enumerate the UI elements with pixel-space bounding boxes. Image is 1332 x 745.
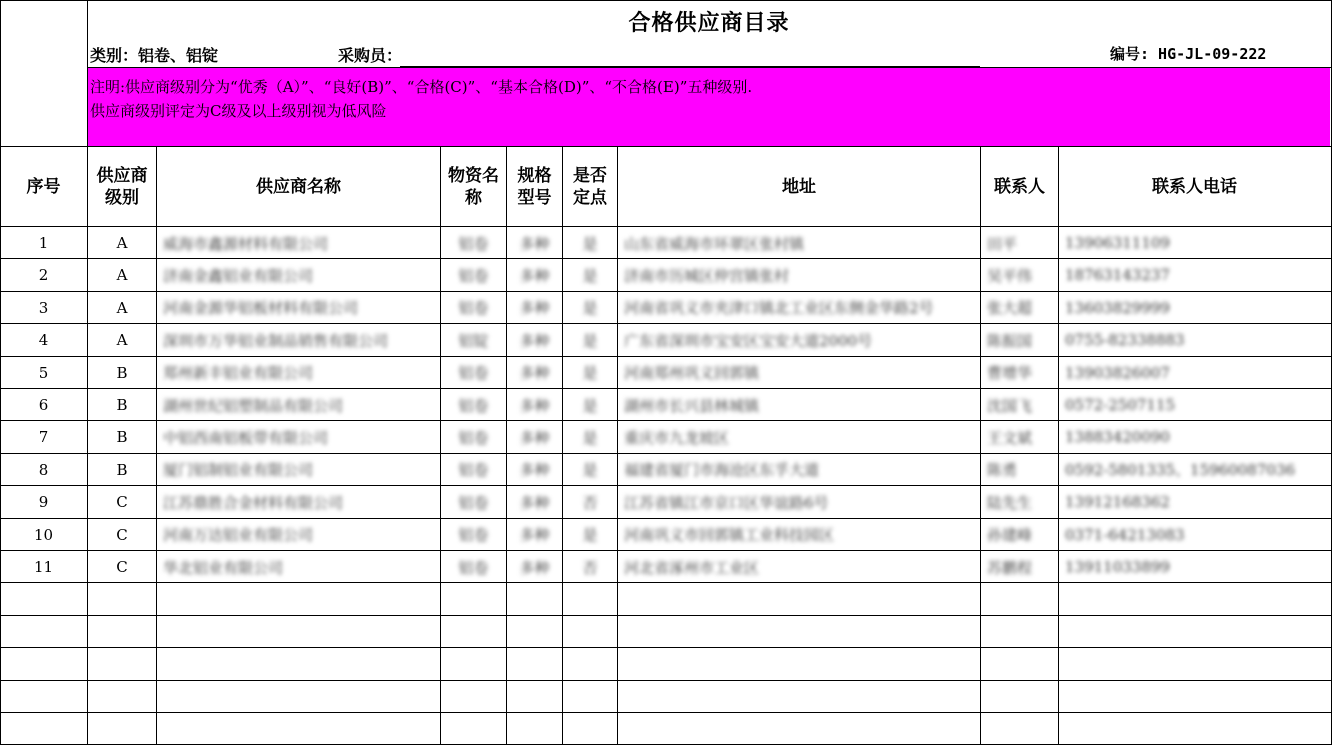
category-label: 类别：铝卷、铝锭 [90, 46, 219, 65]
cell-material: 铝卷 [458, 493, 489, 512]
cell-name: 厦门铝制铝业有限公司 [163, 461, 314, 480]
grid-hline [0, 146, 1332, 147]
cell-material: 铝卷 [458, 396, 489, 415]
cell-material: 铝卷 [458, 299, 489, 318]
cell-name: 湖州世纪铝塑制品有限公司 [163, 396, 344, 415]
cell-material: 铝卷 [458, 526, 489, 545]
cell-seq: 3 [38, 298, 49, 317]
cell-fixed: 是 [582, 331, 598, 350]
cell-seq: 10 [33, 525, 54, 544]
cell-material: 铝卷 [458, 461, 489, 480]
cell-address: 广东省深圳市宝安区宝安大道2000号 [624, 331, 873, 350]
grid-hline [0, 485, 1332, 486]
cell-address: 河南巩义市回郭镇工业科技园区 [624, 526, 835, 545]
cell-spec: 多种 [519, 266, 550, 285]
cell-level: C [116, 525, 128, 544]
grid-vline [156, 146, 157, 745]
cell-spec: 多种 [519, 461, 550, 480]
cell-phone: 18763143237 [1065, 266, 1170, 285]
cell-level: A [116, 266, 128, 285]
cell-phone: 13912168362 [1065, 493, 1170, 512]
cell-fixed: 是 [582, 266, 598, 285]
grade-note-panel [88, 68, 1330, 146]
grid-hline [0, 356, 1332, 357]
grid-hline [0, 323, 1332, 324]
cell-level: B [116, 396, 128, 414]
cell-address: 河南郑州巩义回郭镇 [624, 364, 760, 383]
cell-level: A [116, 234, 128, 252]
cell-fixed: 是 [582, 396, 598, 415]
grid-hline [0, 388, 1332, 389]
cell-fixed: 否 [582, 558, 598, 577]
header-name: 供应商名称 [256, 176, 341, 197]
cell-name: 江苏鼎胜合金材料有限公司 [163, 493, 344, 512]
cell-address: 重庆市九龙坡区 [624, 428, 730, 447]
cell-address: 湖州市长兴县林城镇 [624, 396, 760, 415]
cell-level: A [116, 331, 128, 350]
cell-name: 中铝西南铝板带有限公司 [163, 428, 329, 447]
header-phone: 联系人电话 [1152, 176, 1237, 197]
header-spec: 规格型号 [517, 165, 552, 208]
cell-fixed: 是 [582, 234, 598, 253]
cell-fixed: 是 [582, 299, 598, 318]
cell-phone: 0572-2507115 [1065, 396, 1176, 414]
header-address: 地址 [782, 176, 816, 197]
cell-address: 河北省涿州市工业区 [624, 558, 760, 577]
cell-name: 河南金源华铝板材料有限公司 [163, 299, 359, 318]
cell-spec: 多种 [519, 364, 550, 383]
cell-level: B [116, 460, 128, 479]
cell-fixed: 否 [582, 493, 598, 512]
header-contact: 联系人 [994, 176, 1045, 197]
cell-contact: 陈振国 [987, 331, 1033, 350]
cell-phone: 0371-64213083 [1065, 525, 1185, 544]
cell-contact: 陈勇 [987, 461, 1018, 480]
grid-hline [0, 712, 1332, 713]
buyer-label: 采购员： [338, 46, 403, 65]
cell-address: 济南市历城区仲宫镇张村 [624, 266, 790, 285]
cell-material: 铝卷 [458, 266, 489, 285]
grid-vline [1058, 146, 1059, 745]
cell-seq: 5 [38, 363, 49, 382]
cell-spec: 多种 [519, 234, 550, 253]
grid-hline [0, 680, 1332, 681]
grid-vline [440, 146, 441, 745]
grid-vline [617, 146, 618, 745]
cell-seq: 2 [38, 266, 49, 285]
cell-fixed: 是 [582, 526, 598, 545]
grid-vline [87, 0, 88, 745]
cell-spec: 多种 [519, 428, 550, 447]
cell-seq: 7 [38, 428, 49, 447]
cell-seq: 1 [38, 234, 49, 252]
cell-contact: 沈国飞 [987, 396, 1033, 415]
cell-seq: 11 [33, 558, 54, 576]
cell-phone: 13883420090 [1065, 428, 1170, 447]
cell-contact: 陆先生 [987, 493, 1033, 512]
cell-address: 河南省巩义市夹津口镇北工业区东侧金华路2号 [624, 299, 934, 318]
cell-spec: 多种 [519, 331, 550, 350]
cell-seq: 6 [38, 396, 49, 414]
grid-hline [0, 453, 1332, 454]
grid-hline [0, 582, 1332, 583]
grid-hline [0, 550, 1332, 551]
cell-address: 山东省威海市环翠区张村镇 [624, 234, 805, 253]
cell-fixed: 是 [582, 461, 598, 480]
cell-seq: 8 [38, 460, 49, 479]
grid-hline [0, 291, 1332, 292]
grade-note-line-2: 供应商级别评定为C级及以上级别视为低风险 [90, 102, 387, 120]
cell-spec: 多种 [519, 299, 550, 318]
grid-vline [562, 146, 563, 745]
cell-material: 铝卷 [458, 234, 489, 253]
cell-phone: 13906311109 [1065, 234, 1170, 252]
grid-hline [0, 647, 1332, 648]
grid-vline [0, 0, 1, 745]
cell-contact: 吴平伟 [987, 266, 1033, 285]
grid-hline [400, 66, 980, 67]
document-code: 编号: HG-JL-09-222 [1110, 45, 1267, 63]
cell-seq: 4 [38, 331, 49, 350]
cell-material: 铝卷 [458, 364, 489, 383]
grid-vline [980, 146, 981, 745]
header-material: 物资名称 [448, 165, 499, 208]
cell-spec: 多种 [519, 526, 550, 545]
grid-hline [0, 258, 1332, 259]
cell-fixed: 是 [582, 428, 598, 447]
cell-name: 郑州新丰铝业有限公司 [163, 364, 314, 383]
cell-address: 江苏省镇江市京口区华谊路6号 [624, 493, 829, 512]
cell-spec: 多种 [519, 558, 550, 577]
grid-hline [0, 518, 1332, 519]
grid-hline [0, 0, 1332, 1]
cell-phone: 0755-82338883 [1065, 331, 1185, 350]
grade-note-line-1: 注明:供应商级别分为“优秀（A）”、“良好(B)”、“合格(C)”、“基本合格(D)”、“不合格(E)”五种级别. [90, 78, 753, 96]
cell-name: 深圳市万华铝业制品销售有限公司 [163, 331, 389, 350]
cell-spec: 多种 [519, 396, 550, 415]
cell-material: 铝卷 [458, 558, 489, 577]
document-title: 合格供应商目录 [628, 11, 790, 36]
cell-phone: 13603829999 [1065, 298, 1170, 317]
header-fixed: 是否定点 [573, 165, 607, 208]
cell-name: 华北铝业有限公司 [163, 558, 284, 577]
grid-hline [0, 615, 1332, 616]
cell-phone: 13903826007 [1065, 363, 1170, 382]
cell-contact: 张大超 [987, 299, 1033, 318]
cell-level: C [116, 558, 128, 576]
grid-hline [88, 67, 1332, 68]
cell-contact: 苏鹏程 [987, 558, 1033, 577]
grid-hline [0, 420, 1332, 421]
cell-material: 铝锭 [458, 331, 489, 350]
grid-hline [0, 226, 1332, 227]
cell-spec: 多种 [519, 493, 550, 512]
cell-seq: 9 [38, 493, 49, 512]
cell-fixed: 是 [582, 364, 598, 383]
cell-contact: 曹增华 [987, 364, 1033, 383]
cell-name: 威海市鑫源材料有限公司 [163, 234, 329, 253]
header-level: 供应商级别 [96, 165, 148, 208]
cell-address: 福建省厦门市海沧区东孚大道 [624, 461, 820, 480]
cell-level: A [116, 298, 128, 317]
cell-material: 铝卷 [458, 428, 489, 447]
cell-contact: 孙建峰 [987, 526, 1033, 545]
grid-vline [506, 146, 507, 745]
cell-level: C [116, 493, 128, 512]
cell-phone: 0592-5801335、15960087036 [1065, 461, 1296, 480]
cell-phone: 13911033899 [1065, 558, 1170, 576]
cell-name: 济南金鑫铝业有限公司 [163, 266, 314, 285]
cell-level: B [116, 363, 128, 382]
cell-contact: 田平 [987, 234, 1018, 253]
cell-contact: 王文斌 [987, 428, 1033, 447]
cell-level: B [116, 428, 128, 447]
cell-name: 河南万达铝业有限公司 [163, 526, 314, 545]
header-seq: 序号 [26, 176, 61, 197]
